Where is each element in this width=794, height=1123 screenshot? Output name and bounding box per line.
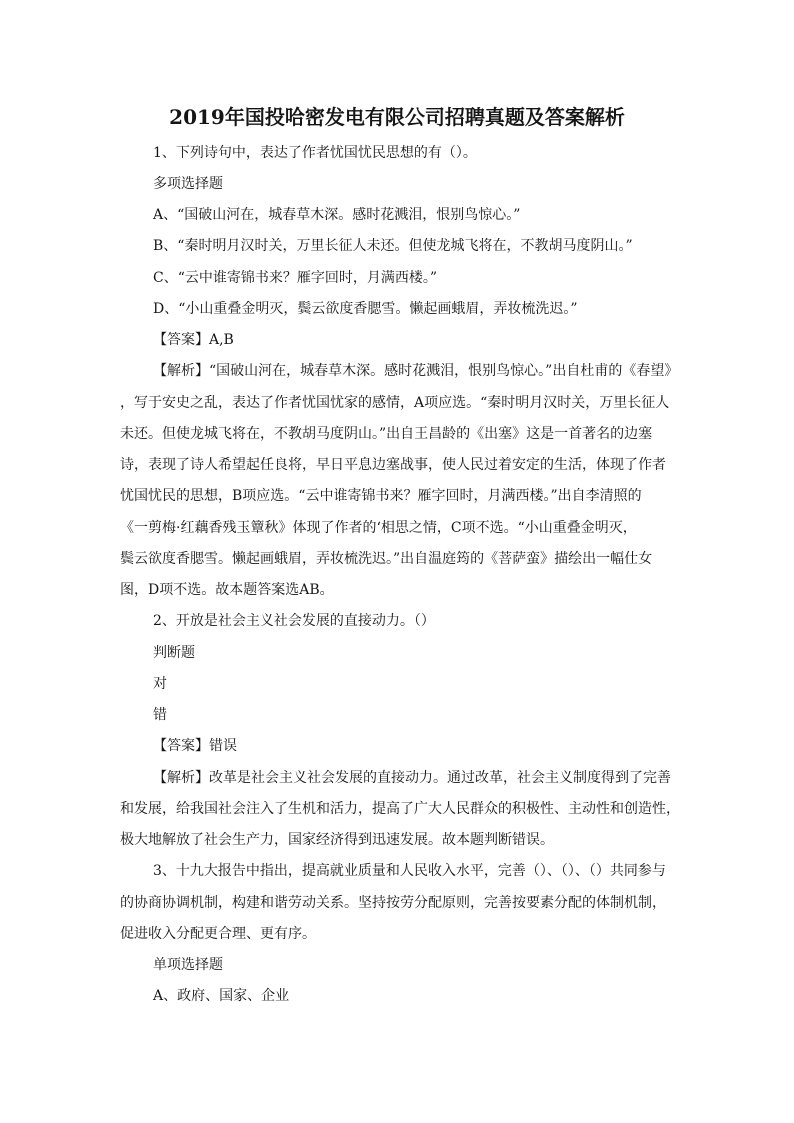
analysis-text: 改革是社会主义社会发展的直接动力。通过改革，社会主义制度得到了完善 <box>209 769 671 786</box>
analysis-text: “国破山河在，城春草木深。感时花溅泪，恨别鸟惊心。”出自杜甫的《春望》 <box>209 363 679 380</box>
option-a: A、政府、国家、企业 <box>153 988 290 1005</box>
answer-line <box>120 731 720 762</box>
analysis-line: ，写于安史之乱，表达了作者忧国忧家的感情，A项应选。“秦时明月汉时关，万里长征人 <box>120 394 670 411</box>
analysis-line: 诗，表现了诗人希望起任良将，早日平息边塞战事，使人民过着安定的生活，体现了作者 <box>120 457 666 473</box>
analysis-line: 《一剪梅·红藕香残玉簟秋》体现了作者的‘相思之情，C项不选。“小山重叠金明灭， <box>120 519 637 536</box>
analysis <box>120 763 720 857</box>
question-type: 判断题 <box>153 644 195 661</box>
analysis-line: 图，D项不选。故本题答案选AB。 <box>120 582 334 598</box>
question-stem: 3、十九大报告中指出，提高就业质量和人民收入水平，完善（）、（）、（）共同参与 <box>153 863 666 880</box>
answer-label: 【答案】 <box>153 332 209 348</box>
analysis-line: 忧国忧民的思想，B项应选。“云中谁寄锦书来？雁字回时，月满西楼。”出自李清照的 <box>120 488 642 505</box>
answer-value: A,B <box>209 332 234 348</box>
analysis <box>120 356 720 606</box>
question-type: 多项选择题 <box>153 175 223 192</box>
option-d: D、“小山重叠金明灭，鬓云欲度香腮雪。懒起画蛾眉，弄妆梳洗迟。” <box>153 300 578 317</box>
option-true: 对 <box>153 675 167 692</box>
question-stem: 1、下列诗句中，表达了作者忧国忧民思想的有（）。 <box>153 144 477 161</box>
option-b: B、“秦时明月汉时关，万里长征人未还。但使龙城飞将在，不教胡马度阴山。” <box>153 238 633 255</box>
option-c: C、“云中谁寄锦书来？雁字回时，月满西楼。” <box>153 269 438 286</box>
document-body <box>120 138 720 1013</box>
analysis-line <box>120 356 720 387</box>
question-1 <box>120 138 720 607</box>
question-3 <box>120 856 720 1012</box>
analysis-line <box>120 763 720 794</box>
question-stem: 2、开放是社会主义社会发展的直接动力。（） <box>153 613 435 630</box>
analysis-line: 极大地解放了社会生产力，国家经济得到迅速发展。故本题判断错误。 <box>120 832 554 848</box>
answer-line <box>120 325 720 356</box>
question-stem-continued: 的协商协调机制，构建和谐劳动关系。坚持按劳分配原则，完善按要素分配的体制机制， <box>120 894 666 911</box>
analysis-label: 【解析】 <box>153 769 209 786</box>
answer-label: 【答案】 <box>153 738 209 755</box>
option-a: A、“国破山河在，城春草木深。感时花溅泪，恨别鸟惊心。” <box>153 207 521 223</box>
question-2 <box>120 606 720 856</box>
question-type: 单项选择题 <box>153 957 223 973</box>
analysis-line: 鬓云欲度香腮雪。懒起画蛾眉，弄妆梳洗迟。”出自温庭筠的《菩萨蛮》描绘出一幅仕女 <box>120 550 653 567</box>
option-false: 错 <box>153 707 167 723</box>
analysis-line: 和发展，给我国社会注入了生机和活力，提高了广大人民群众的积极性、主动性和创造性， <box>120 800 680 817</box>
answer-value: 错误 <box>209 738 237 755</box>
question-stem-continued: 促进收入分配更合理、更有序。 <box>120 925 316 942</box>
analysis-label: 【解析】 <box>153 363 209 380</box>
page-title: 2019年国投哈密发电有限公司招聘真题及答案解析 <box>169 105 625 129</box>
analysis-line: 未还。但使龙城飞将在，不教胡马度阴山。”出自王昌龄的《出塞》这是一首著名的边塞 <box>120 425 653 442</box>
